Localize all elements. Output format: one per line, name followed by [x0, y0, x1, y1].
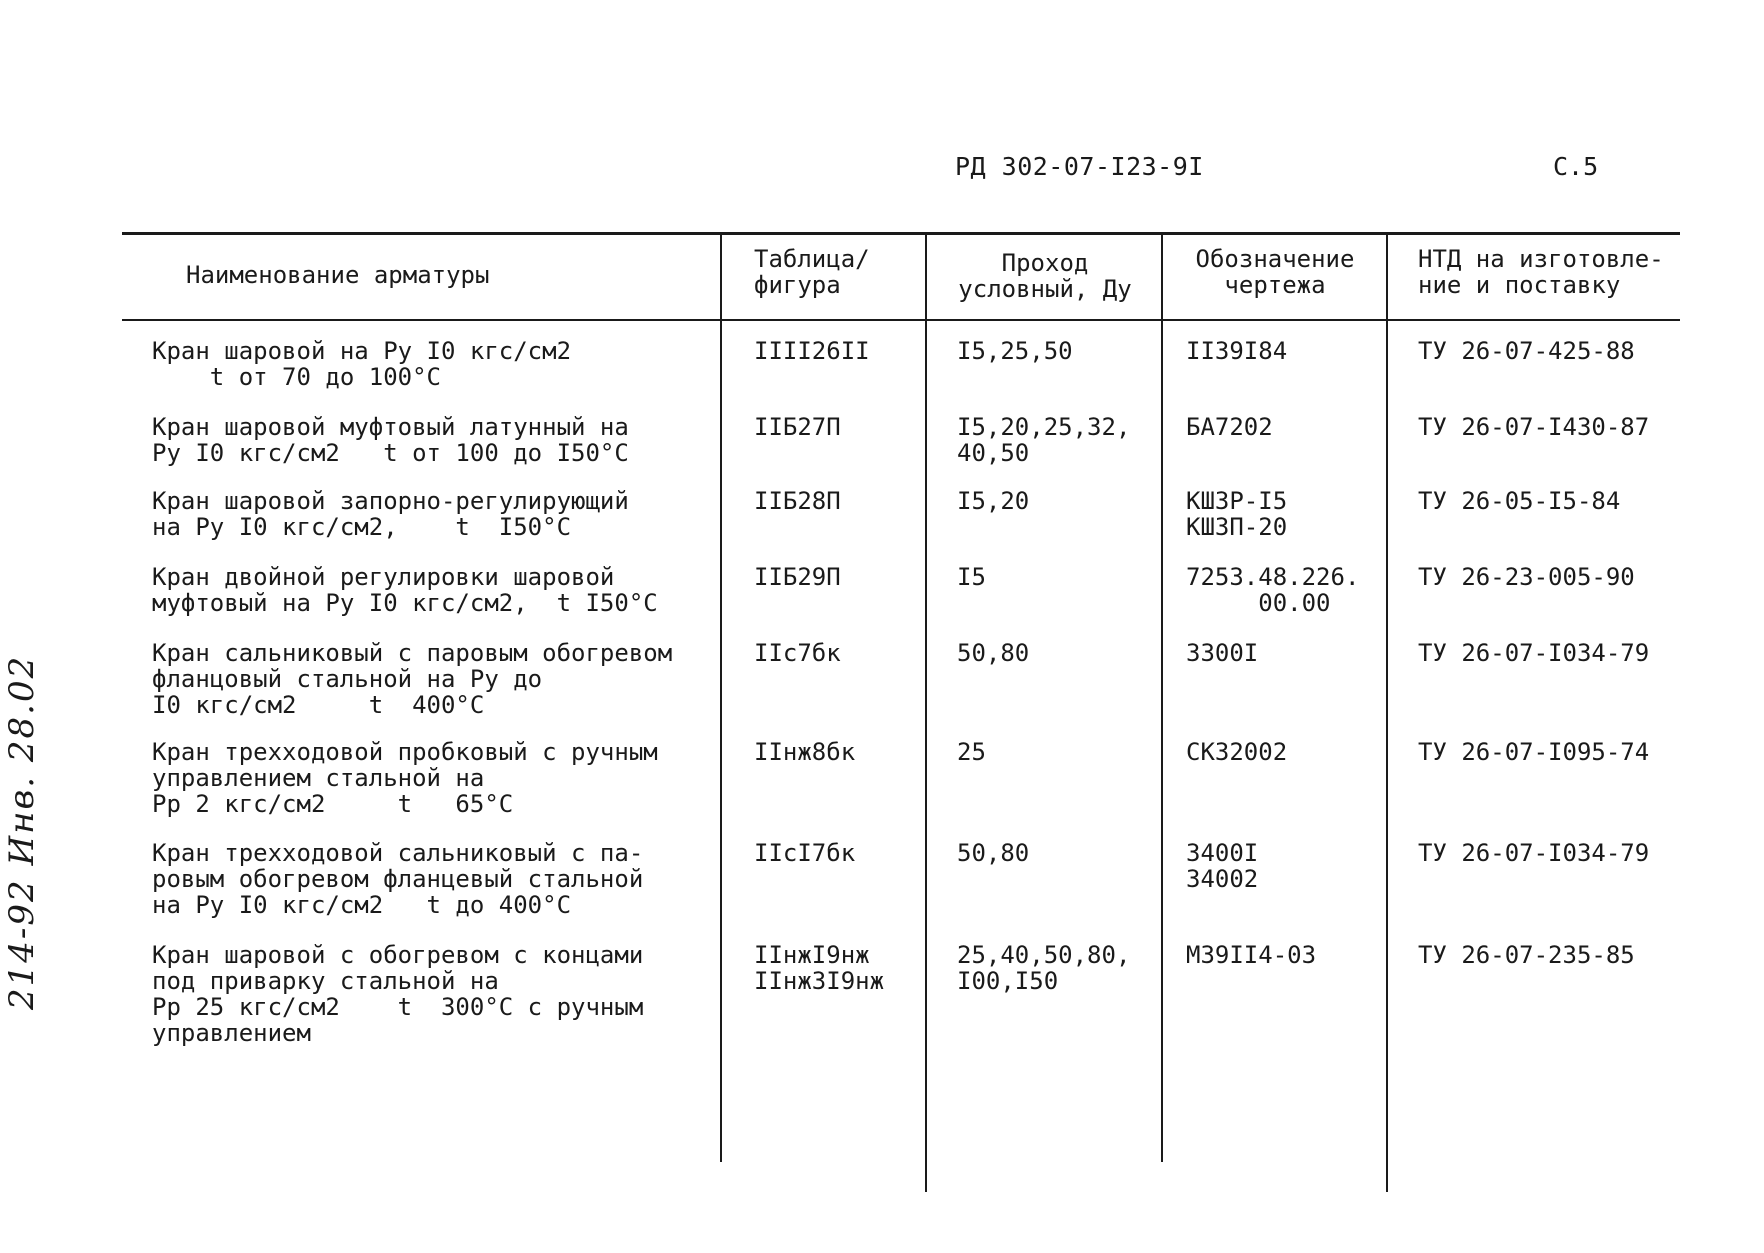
column-header-ntd: НТД на изготовле- ние и поставку [1418, 245, 1664, 299]
row-diameter: 50,80 [957, 639, 1030, 667]
row-diameter: 25,40,50,80, I00,I50 [957, 941, 1131, 995]
row-name: Кран шаровой муфтовый латунный на Ру I0 кгс/см2 t от 100 до I50°С [152, 413, 629, 467]
row-diameter: 25 [957, 738, 986, 766]
column-divider [1386, 232, 1388, 1192]
row-ntd: ТУ 26-07-I034-79 [1418, 639, 1650, 667]
row-figure: IIБ29П [754, 563, 841, 591]
row-drawing: IIЗ9I84 [1186, 337, 1288, 365]
row-drawing: БА7202 [1186, 413, 1273, 441]
row-ntd: ТУ 26-07-235-85 [1418, 941, 1635, 969]
armature-table [122, 232, 1680, 1192]
row-diameter: I5,25,50 [957, 337, 1073, 365]
row-ntd: ТУ 26-23-005-90 [1418, 563, 1635, 591]
column-divider [1161, 232, 1163, 1162]
column-divider [925, 232, 927, 1192]
column-header-diameter: Проход условный, Ду [958, 249, 1132, 303]
page-number: С.5 [1553, 152, 1599, 181]
row-ntd: ТУ 26-07-I095-74 [1418, 738, 1650, 766]
row-name: Кран трехходовой пробковый с ручным управлением стальной на Рр 2 кгс/см2 t 65°С [152, 738, 658, 818]
row-ntd: ТУ 26-05-I5-84 [1418, 487, 1621, 515]
row-figure: IIнж8бк [754, 738, 856, 766]
row-drawing: 7253.48.226. 00.00 [1186, 563, 1360, 617]
row-ntd: ТУ 26-07-425-88 [1418, 337, 1635, 365]
row-drawing: 3400I 34002 [1186, 839, 1259, 893]
row-name: Кран шаровой на Ру I0 кгс/см2 t от 70 до 100°С [152, 337, 572, 391]
row-name: Кран трехходовой сальниковый с па- ровым обогревом фланцевый стальной на Ру I0 кгс/см2 t до 400°С [152, 839, 644, 919]
page-header: РД 302-07-I23-9I [955, 152, 1204, 181]
row-ntd: ТУ 26-07-I430-87 [1418, 413, 1650, 441]
row-name: Кран шаровой с обогревом с концами под приварку стальной на Рр 25 кгс/см2 t 300°С с ручным управлением [152, 941, 644, 1047]
row-ntd: ТУ 26-07-I034-79 [1418, 839, 1650, 867]
row-diameter: I5 [957, 563, 986, 591]
table-header-rule [122, 319, 1680, 321]
row-drawing: СК32002 [1186, 738, 1288, 766]
row-figure: IIБ27П [754, 413, 841, 441]
row-figure: IIII26II [754, 337, 870, 365]
row-diameter: I5,20,25,32, 40,50 [957, 413, 1131, 467]
row-name: Кран сальниковый с паровым обогревом фланцовый стальной на Ру до I0 кгс/см2 t 400°С [152, 639, 673, 719]
row-name: Кран двойной регулировки шаровой муфтовый на Ру I0 кгс/см2, t I50°С [152, 563, 658, 617]
table-top-rule [122, 232, 1680, 235]
handwritten-margin-note: 214-92 Инв. 28.02 [2, 654, 42, 1010]
row-drawing: 3300I [1186, 639, 1259, 667]
row-name: Кран шаровой запорно-регулирующий на Ру I0 кгс/см2, t I50°С [152, 487, 629, 541]
column-divider [720, 232, 722, 1162]
row-figure: IIс7бк [754, 639, 841, 667]
column-header-drawing: Обозначение чертежа [1195, 245, 1355, 299]
row-diameter: 50,80 [957, 839, 1030, 867]
column-header-name: Наименование арматуры [186, 261, 490, 289]
row-drawing: КШЗР-I5 КШЗП-20 [1186, 487, 1288, 541]
row-diameter: I5,20 [957, 487, 1030, 515]
row-drawing: М39II4-03 [1186, 941, 1317, 969]
row-figure: IIсI7бк [754, 839, 856, 867]
column-header-figure: Таблица/ фигура [754, 245, 870, 299]
row-figure: IIнжI9нж IIнж3I9нж [754, 941, 885, 995]
row-figure: IIБ28П [754, 487, 841, 515]
